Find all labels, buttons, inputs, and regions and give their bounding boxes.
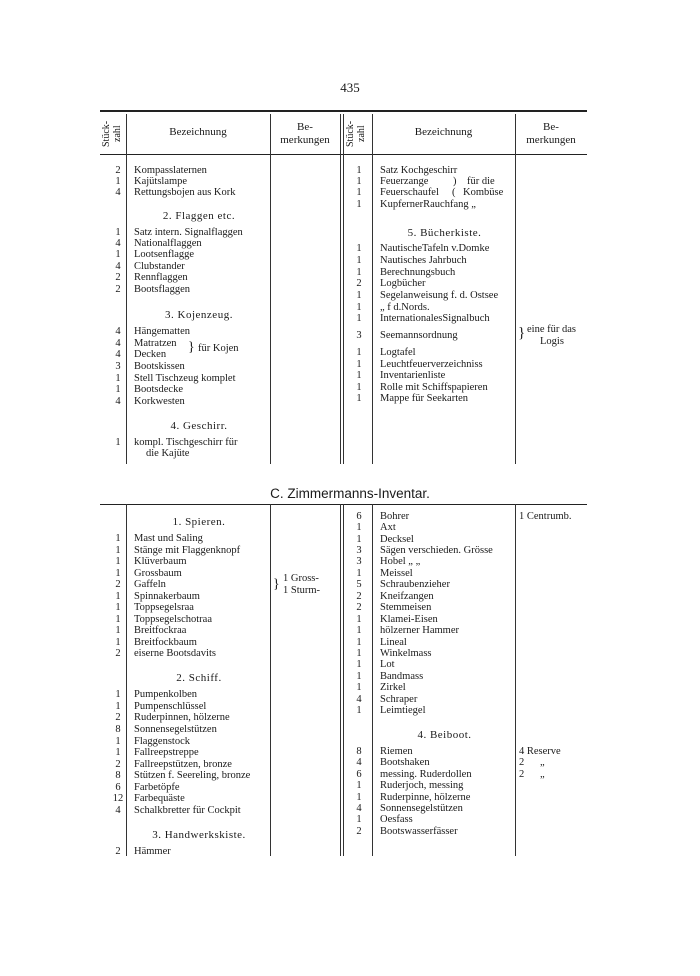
item-quantity: 1: [356, 187, 362, 198]
item-quantity: 1: [115, 625, 121, 636]
item-description: Bootsdecke: [134, 384, 183, 395]
column-divider: [340, 504, 341, 856]
item-description: Sägen verschieden. Grösse: [380, 545, 493, 556]
item-quantity: 1: [115, 249, 121, 260]
item-description: Schraubenzieher: [380, 579, 450, 590]
item-quantity: 1: [115, 384, 121, 395]
column-divider: [372, 114, 373, 464]
item-description: Satz Kochgeschirr: [380, 165, 458, 176]
item-quantity: 1: [356, 302, 362, 313]
header-remarks-line2: merkungen: [280, 134, 330, 146]
item-description: Decksel: [380, 534, 414, 545]
remark-entry: 2 „: [519, 757, 545, 768]
item-description: Bootsflaggen: [134, 284, 190, 295]
item-quantity: 1: [356, 382, 362, 393]
item-description: die Kajüte: [146, 448, 190, 459]
item-quantity: 2: [115, 759, 121, 770]
item-quantity: 1: [115, 533, 121, 544]
section-heading: 4. Beiboot.: [417, 729, 472, 741]
item-description: Klüverbaum: [134, 556, 187, 567]
item-description: Schraper: [380, 694, 418, 705]
item-description: Axt: [380, 522, 396, 533]
item-quantity: 2: [356, 602, 362, 613]
header-remarks: [515, 121, 587, 147]
item-description: Berechnungsbuch: [380, 267, 456, 278]
item-quantity: 6: [356, 511, 362, 522]
item-quantity: 1: [356, 370, 362, 381]
item-quantity: 1: [356, 705, 362, 716]
item-quantity: 1: [115, 614, 121, 625]
table-top-rule: [100, 110, 587, 112]
header-qty: Stück-zahl: [345, 120, 367, 148]
item-description: Kompasslaternen: [134, 165, 207, 176]
item-description: Lot: [380, 659, 395, 670]
item-quantity: 1: [356, 522, 362, 533]
item-description: Gaffeln: [134, 579, 166, 590]
item-description: Stänge mit Flaggenknopf: [134, 545, 241, 556]
item-description: Logtafel: [380, 347, 416, 358]
remark-gross: 1 Gross-: [283, 573, 319, 584]
column-divider: [343, 504, 344, 856]
item-description: Rennflaggen: [134, 272, 188, 283]
item-quantity: 1: [356, 165, 362, 176]
section-heading: 3. Handwerkskiste.: [152, 829, 246, 841]
item-description: Klamei-Eisen: [380, 614, 438, 625]
item-quantity: 4: [115, 338, 121, 349]
section-heading: 1. Spieren.: [172, 516, 226, 528]
item-quantity: 1: [356, 682, 362, 693]
item-description: Breitfockbaum: [134, 637, 197, 648]
item-quantity: 2: [115, 712, 121, 723]
item-quantity: 1: [115, 637, 121, 648]
item-quantity: 1: [115, 602, 121, 613]
item-quantity: 1: [356, 313, 362, 324]
item-quantity: 2: [115, 165, 121, 176]
item-quantity: 1: [356, 347, 362, 358]
section-heading: 2. Schiff.: [176, 672, 222, 684]
column-divider: [270, 504, 271, 856]
item-description: Inventarienliste: [380, 370, 446, 381]
item-description: NautischeTafeln v.Domke: [380, 243, 490, 254]
item-quantity: 1: [115, 568, 121, 579]
item-description: Logbücher: [380, 278, 426, 289]
brace: }: [518, 325, 526, 341]
item-description: Meissel: [380, 568, 413, 579]
item-quantity: 12: [112, 793, 124, 804]
item-description: Bootskissen: [134, 361, 185, 372]
remark-logis: Logis: [540, 336, 564, 347]
item-description: Sonnensegelstützen: [134, 724, 217, 735]
item-quantity: 4: [115, 326, 121, 337]
header-description: Bezeichnung: [169, 126, 227, 138]
item-description: Kajütslampe: [134, 176, 188, 187]
item-description: eiserne Bootsdavits: [134, 648, 216, 659]
item-description: Rolle mit Schiffspapieren: [380, 382, 488, 393]
column-divider: [515, 504, 516, 856]
item-quantity: 1: [115, 227, 121, 238]
item-description: Farbetöpfe: [134, 782, 180, 793]
item-description: Kneifzangen: [380, 591, 434, 602]
header-remarks-line1: Be-: [543, 121, 559, 133]
section-heading: 3. Kojenzeug.: [165, 309, 233, 321]
item-description: Seemannsordnung: [380, 330, 458, 341]
item-quantity: 1: [356, 780, 362, 791]
item-quantity: 1: [356, 614, 362, 625]
item-quantity: 1: [115, 689, 121, 700]
item-quantity: 1: [115, 591, 121, 602]
item-quantity: 4: [115, 349, 121, 360]
item-quantity: 4: [115, 261, 121, 272]
header-remarks-line1: Be-: [297, 121, 313, 133]
page-number: 435: [340, 80, 360, 95]
item-description: Ruderpinne, hölzerne: [380, 792, 471, 803]
item-description: Farbequäste: [134, 793, 185, 804]
item-quantity: 1: [356, 255, 362, 266]
item-quantity: 8: [115, 724, 121, 735]
item-quantity: 1: [356, 568, 362, 579]
header-remarks: [270, 121, 340, 147]
item-quantity: 2: [356, 826, 362, 837]
item-description: Sonnensegelstützen: [380, 803, 463, 814]
brace: }: [273, 577, 280, 592]
item-quantity: 6: [356, 769, 362, 780]
item-quantity: 1: [115, 747, 121, 758]
item-quantity: 1: [356, 648, 362, 659]
item-quantity: 3: [115, 361, 121, 372]
brace-note-kombuese: für die: [467, 176, 495, 187]
brace: (: [452, 187, 456, 198]
item-description: Schalkbretter für Cockpit: [134, 805, 241, 816]
item-description: Zirkel: [380, 682, 406, 693]
item-quantity: 2: [115, 272, 121, 283]
item-quantity: 4: [356, 757, 362, 768]
item-quantity: 1: [356, 659, 362, 670]
column-divider: [126, 114, 127, 464]
item-quantity: 1: [115, 556, 121, 567]
item-quantity: 1: [115, 373, 121, 384]
item-description: Winkelmass: [380, 648, 432, 659]
item-quantity: 1: [115, 545, 121, 556]
item-quantity: 1: [356, 671, 362, 682]
section-heading: 5. Bücherkiste.: [407, 227, 482, 239]
item-description: Feuerzange: [380, 176, 429, 187]
item-quantity: 8: [356, 746, 362, 757]
item-quantity: 4: [115, 396, 121, 407]
item-quantity: 1: [356, 534, 362, 545]
item-description: Flaggenstock: [134, 736, 190, 747]
item-description: Breitfockraa: [134, 625, 187, 636]
column-divider: [343, 114, 344, 464]
item-description: Hämmer: [134, 846, 171, 857]
item-quantity: 3: [356, 556, 362, 567]
item-quantity: 1: [356, 267, 362, 278]
item-quantity: 4: [115, 805, 121, 816]
item-quantity: 1: [356, 814, 362, 825]
item-description: Feuerschaufel: [380, 187, 439, 198]
item-description: Nautisches Jahrbuch: [380, 255, 467, 266]
item-description: Pumpenkolben: [134, 689, 197, 700]
item-description: Hobel „ „: [380, 556, 421, 567]
item-description: Toppsegelsraa: [134, 602, 194, 613]
item-description: KupfernerRauchfang „: [380, 199, 476, 210]
brace-note-kombuese: Kombüse: [463, 187, 504, 198]
item-quantity: 1: [356, 243, 362, 254]
header-description: Bezeichnung: [414, 126, 473, 138]
item-description: Oesfass: [380, 814, 413, 825]
remark-entry: 2 „: [519, 769, 545, 780]
item-quantity: 1: [356, 393, 362, 404]
item-description: Ruderjoch, messing: [380, 780, 464, 791]
item-description: messing. Ruderdollen: [380, 769, 472, 780]
item-description: Hängematten: [134, 326, 190, 337]
item-description: kompl. Tischgeschirr für: [134, 437, 238, 448]
item-description: InternationalesSignalbuch: [380, 313, 490, 324]
item-description: hölzerner Hammer: [380, 625, 460, 636]
brace-note-kojen: für Kojen: [198, 343, 239, 354]
item-description: Segelanweisung f. d. Ostsee: [380, 290, 499, 301]
remark-sturm: 1 Sturm-: [283, 585, 321, 596]
item-description: Matratzen: [134, 338, 177, 349]
remark-entry: 4 Reserve: [519, 746, 561, 757]
item-description: Spinnakerbaum: [134, 591, 200, 602]
item-quantity: 4: [356, 803, 362, 814]
item-description: Leimtiegel: [380, 705, 426, 716]
item-description: Rettungsbojen aus Kork: [134, 187, 236, 198]
item-quantity: 4: [356, 694, 362, 705]
header-remarks-line2: merkungen: [526, 134, 576, 146]
item-quantity: 1: [115, 437, 121, 448]
item-quantity: 2: [115, 284, 121, 295]
item-quantity: 2: [115, 846, 121, 857]
item-description: Toppsegelschotraa: [134, 614, 212, 625]
item-quantity: 2: [356, 278, 362, 289]
item-description: Mappe für Seekarten: [380, 393, 469, 404]
item-description: Stemmeisen: [380, 602, 432, 613]
item-quantity: 1: [356, 199, 362, 210]
item-description: Bootswasserfässer: [380, 826, 458, 837]
section-heading: 4. Geschirr.: [170, 420, 228, 432]
item-quantity: 3: [356, 545, 362, 556]
remark-entry: 1 Centrumb.: [519, 511, 572, 522]
item-quantity: 1: [115, 176, 121, 187]
item-description: Lootsenflagge: [134, 249, 195, 260]
item-description: Bandmass: [380, 671, 424, 682]
column-divider: [340, 114, 341, 464]
column-divider: [270, 114, 271, 464]
item-description: Grossbaum: [134, 568, 182, 579]
item-quantity: 4: [115, 238, 121, 249]
item-description: „ f d.Nords.: [380, 302, 430, 313]
remark-logis: eine für das: [527, 324, 576, 335]
column-divider: [372, 504, 373, 856]
item-quantity: 1: [356, 625, 362, 636]
item-description: Stell Tischzeug komplet: [134, 373, 236, 384]
item-description: Pumpenschlüssel: [134, 701, 207, 712]
item-description: Fallreepstreppe: [134, 747, 199, 758]
item-description: Riemen: [380, 746, 413, 757]
item-quantity: 1: [356, 637, 362, 648]
item-quantity: 6: [115, 782, 121, 793]
item-description: Ruderpinnen, hölzerne: [134, 712, 230, 723]
item-description: Fallreepstützen, bronze: [134, 759, 232, 770]
brace: ): [453, 176, 457, 187]
item-description: Lineal: [380, 637, 407, 648]
header-qty: Stück-zahl: [101, 120, 123, 148]
item-quantity: 2: [356, 591, 362, 602]
item-description: Mast und Saling: [134, 533, 203, 544]
item-quantity: 1: [356, 176, 362, 187]
item-quantity: 1: [115, 701, 121, 712]
item-quantity: 2: [115, 648, 121, 659]
item-description: Korkwesten: [134, 396, 185, 407]
item-quantity: 8: [115, 770, 121, 781]
item-quantity: 1: [356, 359, 362, 370]
item-description: Leuchtfeuerverzeichniss: [380, 359, 483, 370]
item-description: Stützen f. Seereling, bronze: [134, 770, 251, 781]
item-description: Bohrer: [380, 511, 410, 522]
item-quantity: 4: [115, 187, 121, 198]
section-heading: 2. Flaggen etc.: [162, 210, 236, 222]
item-description: Decken: [134, 349, 167, 360]
section-title: C. Zimmermanns-Inventar.: [270, 486, 430, 501]
item-description: Bootshaken: [380, 757, 430, 768]
column-divider: [126, 504, 127, 856]
item-description: Clubstander: [134, 261, 185, 272]
item-quantity: 1: [115, 736, 121, 747]
item-description: Nationalflaggen: [134, 238, 202, 249]
item-description: Satz intern. Signalflaggen: [134, 227, 243, 238]
item-quantity: 5: [356, 579, 362, 590]
item-quantity: 1: [356, 792, 362, 803]
brace: }: [188, 340, 195, 355]
item-quantity: 1: [356, 290, 362, 301]
column-divider: [515, 114, 516, 464]
item-quantity: 2: [115, 579, 121, 590]
item-quantity: 3: [356, 330, 362, 341]
